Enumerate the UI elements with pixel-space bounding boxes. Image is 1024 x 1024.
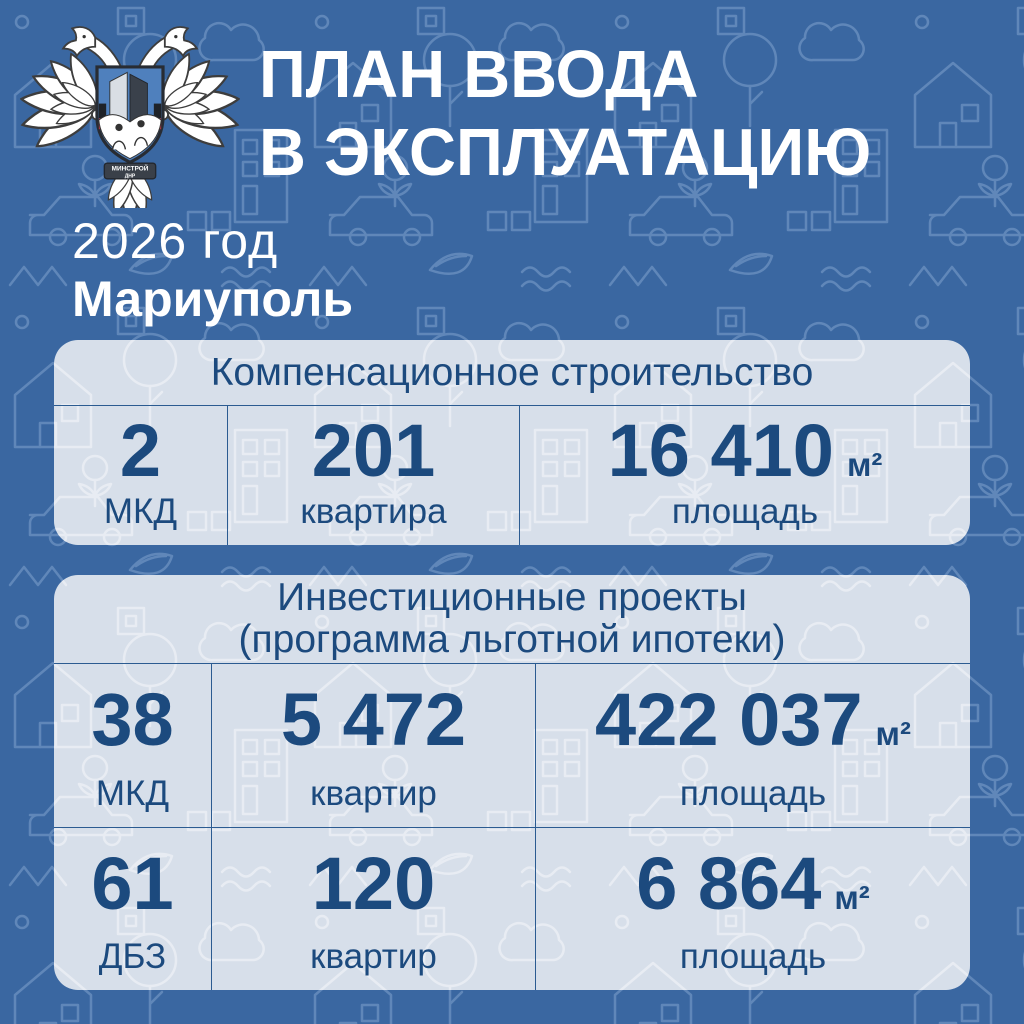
stat-apartments [227,406,519,545]
stat-dbz-area-label: площадь [679,937,827,976]
stat-dbz [54,828,211,991]
stat-inv-area-value: 422 037 [595,678,863,762]
stat-area-value: 16 410 [607,408,834,492]
emblem-banner-text-2: ДНР [124,173,136,180]
stat-inv-apartments-label: квартир [310,773,437,813]
card-compensation-row [54,406,970,545]
stat-apartments-label: квартира [300,492,447,531]
stat-inv-apartments-value: 5 472 [280,678,467,762]
stat-inv-area [535,664,970,827]
eagle-left-wing [20,50,103,155]
card-investment-projects [54,575,970,990]
city-label: Мариуполь [72,271,354,327]
stat-area [519,406,970,545]
stat-inv-mkd-value: 38 [91,678,174,762]
stat-mkd-value: 2 [119,408,162,492]
year-label: 2026 год [72,213,279,269]
eagle-right-wing [157,50,240,155]
page-title-line-1: ПЛАН ВВОДА [259,37,699,112]
stat-dbz-apartments-value: 120 [311,841,436,925]
card-investment-title: Инвестиционные проекты (программа льготной ипотеки) [54,575,970,664]
stat-dbz-area [535,828,970,991]
stat-dbz-value: 61 [91,841,174,925]
page-title [259,36,871,192]
page-title-line-2: В ЭКСПЛУАТАЦИЮ [259,115,872,190]
card-compensation-construction [54,340,970,545]
stat-dbz-apartments [211,828,535,991]
stat-area-label: площадь [671,492,819,531]
stat-dbz-apartments-label: квартир [310,937,437,976]
stat-apartments-value: 201 [311,408,436,492]
stat-inv-apartments [211,664,535,827]
emblem-shield [97,67,163,162]
stat-mkd-label: МКД [103,492,178,531]
emblem-banner [104,163,155,179]
minstroy-dnr-emblem [20,12,240,208]
stat-dbz-area-unit: м² [834,878,870,916]
card-compensation-title: Компенсационное строительство [54,340,970,406]
stat-inv-area-label: площадь [679,773,827,813]
emblem-banner-text-1: МИНСТРОЙ [111,165,149,173]
stat-inv-mkd-label: МКД [95,773,170,813]
stat-inv-mkd [54,664,211,827]
stat-mkd [54,406,227,545]
stat-dbz-label: ДБЗ [98,937,167,976]
card-investment-row-1 [54,664,970,827]
stat-area-unit: м² [846,445,883,483]
card-investment-row-2 [54,827,970,991]
stat-dbz-area-value: 6 864 [636,841,822,925]
stat-inv-area-unit: м² [875,715,911,753]
